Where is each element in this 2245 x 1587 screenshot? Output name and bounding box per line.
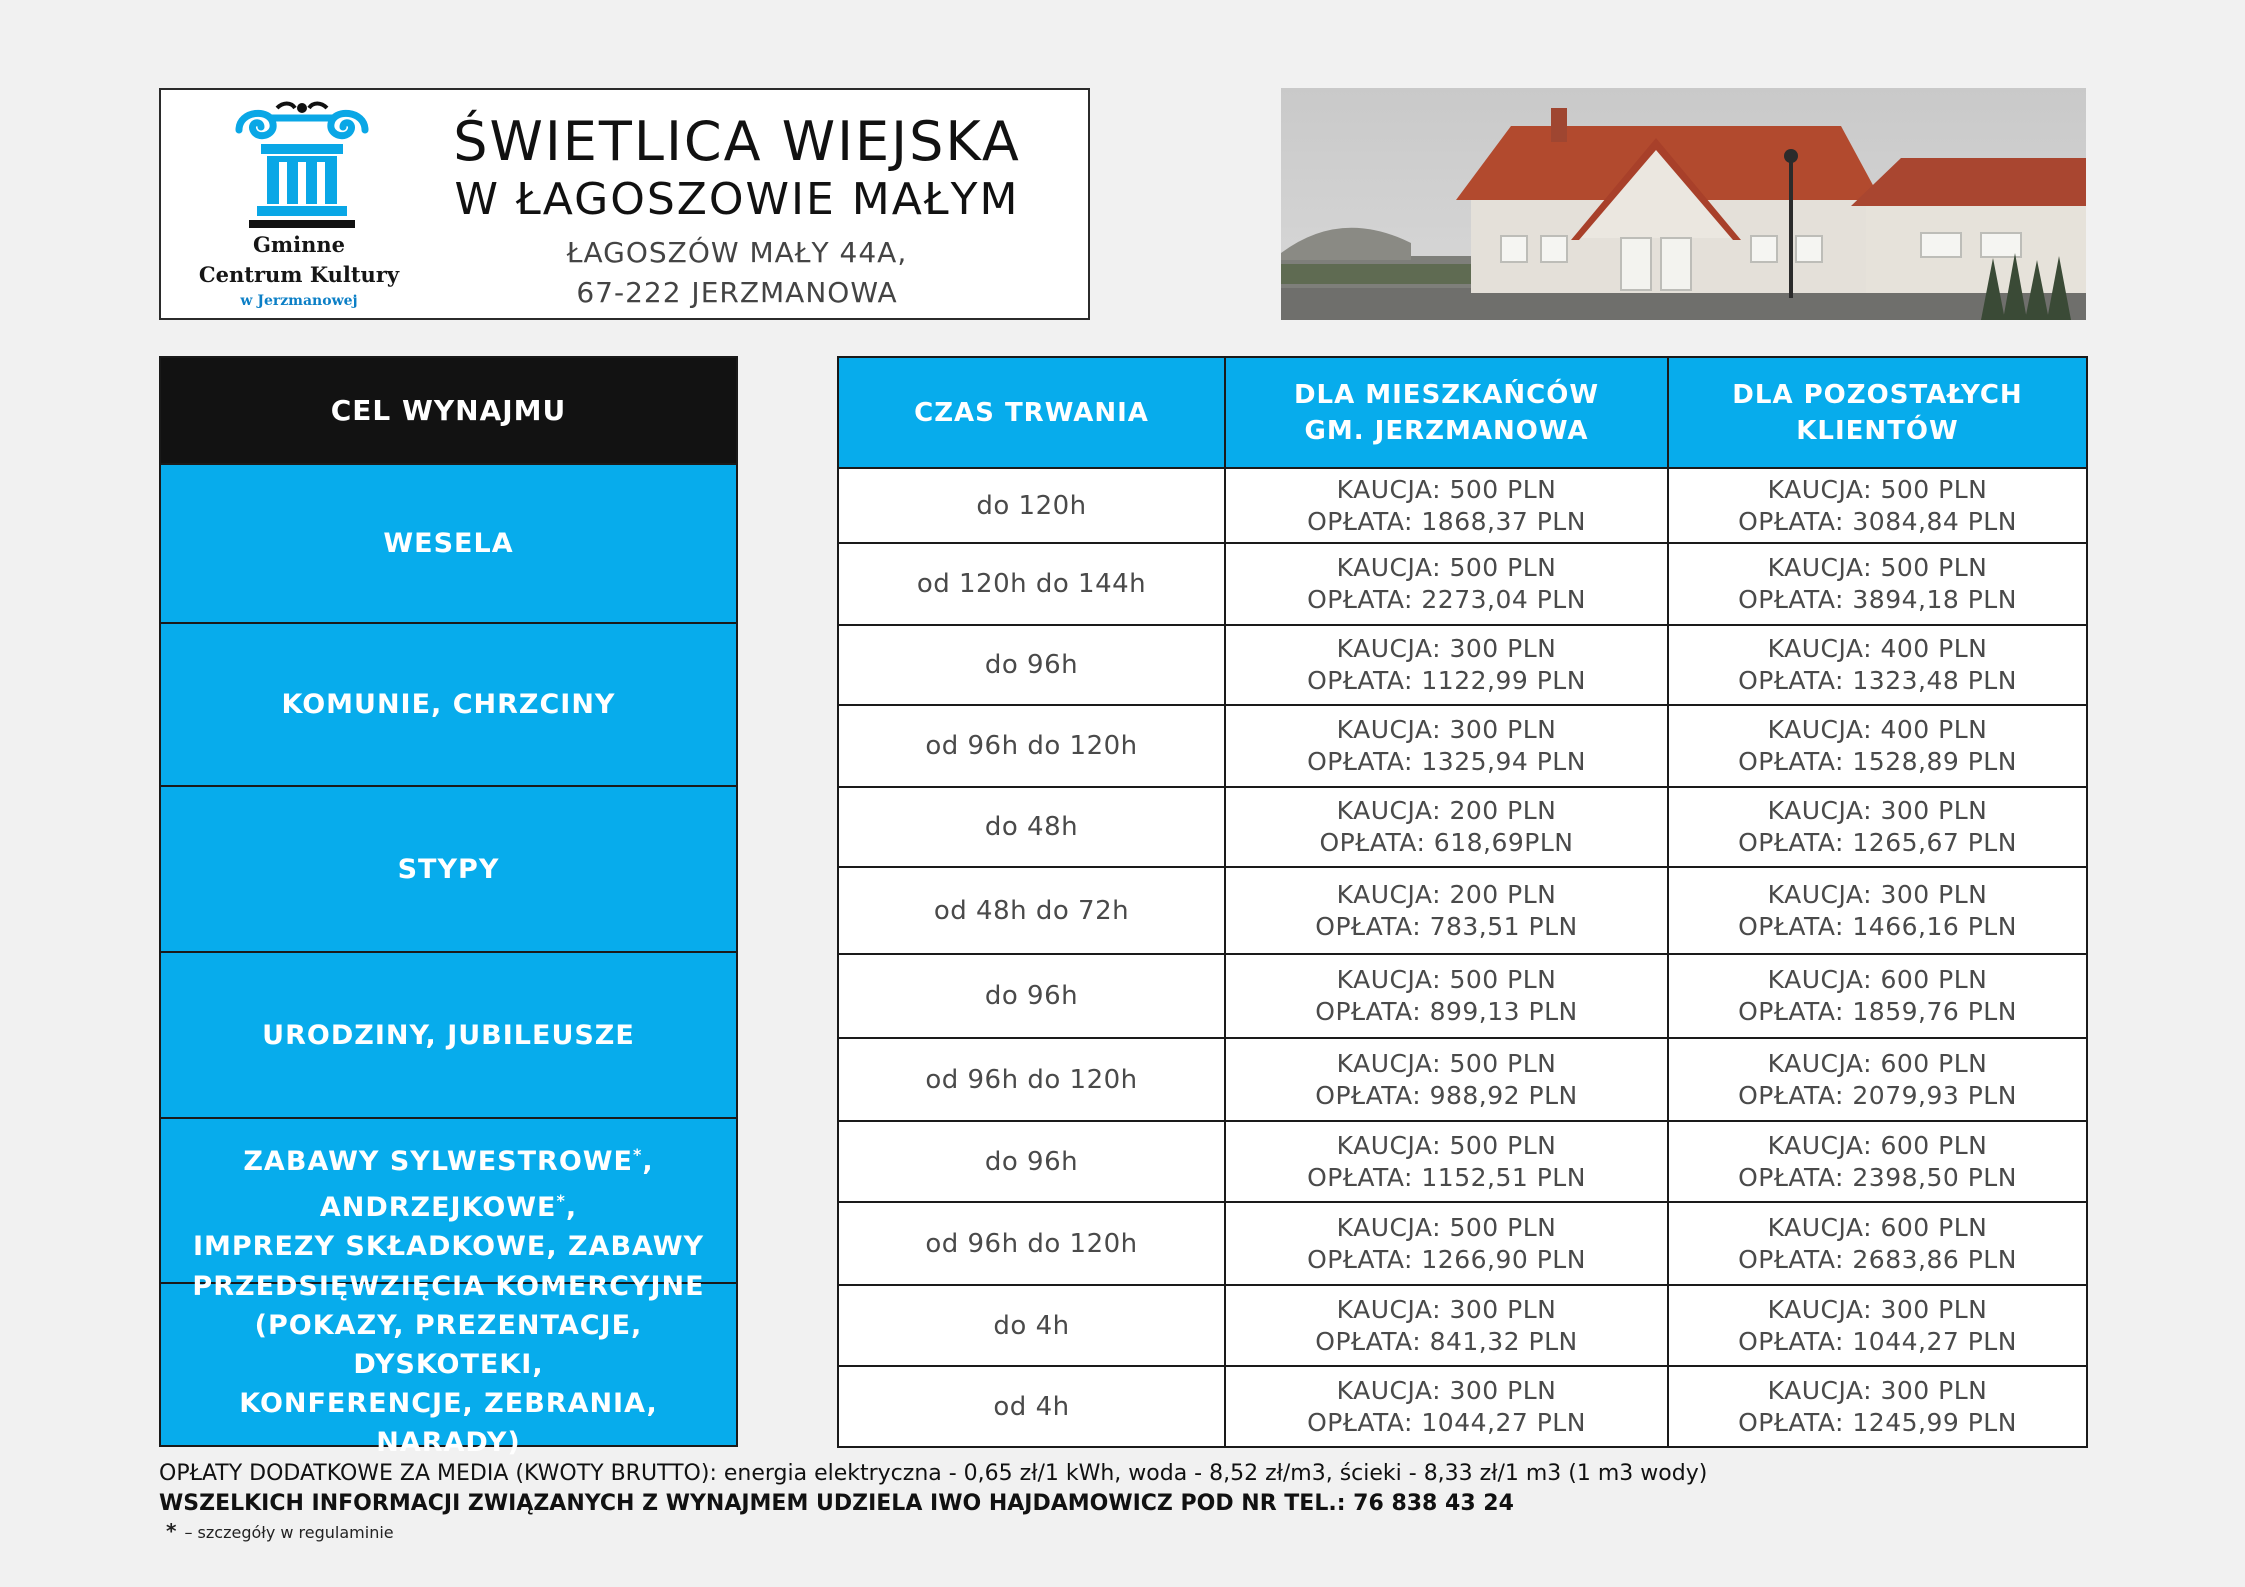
others-price-cell — [1668, 468, 2087, 543]
fee-text: OPŁATA: 2079,93 PLN — [1738, 1080, 2017, 1110]
deposit-text: KAUCJA: 300 PLN — [1336, 634, 1557, 663]
footnote-text: – szczegóły w regulaminie — [184, 1523, 394, 1542]
fee-text: OPŁATA: 1044,27 PLN — [1738, 1326, 2017, 1356]
separator: , — [565, 1192, 578, 1223]
deposit-text: KAUCJA: 200 PLN — [1336, 879, 1557, 909]
fee-text: OPŁATA: 1859,76 PLN — [1738, 997, 2017, 1026]
deposit-text: KAUCJA: 300 PLN — [1767, 879, 1988, 909]
deposit-text: KAUCJA: 500 PLN — [1336, 474, 1557, 504]
fee-text: OPŁATA: 1152,51 PLN — [1307, 1162, 1586, 1192]
media-fees-note: OPŁATY DODATKOWE ZA MEDIA (KWOTY BRUTTO): energia elektryczna - 0,65 zł/1 kWh, woda - 8,52 zł/m3, ścieki - 8,33 zł/1 m3 (1 m3 wody) — [159, 1461, 1708, 1486]
deposit-text: KAUCJA: 500 PLN — [1767, 553, 1988, 582]
fee-text: OPŁATA: 3084,84 PLN — [1738, 506, 2017, 536]
deposit-text: KAUCJA: 600 PLN — [1767, 1130, 1988, 1160]
fee-text: OPŁATA: 2398,50 PLN — [1738, 1162, 2017, 1192]
rental-purpose-column — [159, 356, 738, 1458]
deposit-text: KAUCJA: 500 PLN — [1336, 965, 1557, 994]
pricing-row — [838, 543, 2087, 625]
purpose-label: (POKAZY, PREZENTACJE, DYSKOTEKI, — [254, 1310, 643, 1380]
pricing-table — [837, 356, 2088, 1448]
logo-line-1: Gminne — [252, 232, 346, 257]
fee-text: OPŁATA: 3894,18 PLN — [1738, 585, 2017, 614]
pricing-row — [838, 1038, 2087, 1121]
deposit-text: KAUCJA: 300 PLN — [1336, 1375, 1557, 1405]
purpose-label: URODZINY, JUBILEUSZE — [262, 1019, 635, 1051]
purpose-label: KOMUNIE, CHRZCINY — [281, 689, 616, 720]
fee-text: OPŁATA: 2273,04 PLN — [1307, 585, 1586, 614]
purpose-parties — [159, 1119, 738, 1284]
fee-text: OPŁATA: 2683,86 PLN — [1738, 1244, 2017, 1274]
residents-price-cell — [1225, 468, 1668, 543]
deposit-text: KAUCJA: 500 PLN — [1336, 1048, 1557, 1078]
duration-cell: do 96h — [838, 954, 1225, 1038]
deposit-text: KAUCJA: 500 PLN — [1767, 474, 1988, 504]
others-price-cell — [1668, 1202, 2087, 1285]
separator: , — [642, 1146, 654, 1177]
fee-text: OPŁATA: 1868,37 PLN — [1307, 506, 1586, 536]
others-price-cell — [1668, 1285, 2087, 1366]
pricing-row — [838, 954, 2087, 1038]
pricing-row — [838, 1121, 2087, 1202]
col-header-text: KLIENTÓW — [1796, 415, 1959, 446]
duration-cell: do 48h — [838, 787, 1225, 867]
duration-cell: od 4h — [838, 1366, 1225, 1447]
purpose-label: STYPY — [397, 853, 500, 885]
purpose-communions — [159, 624, 738, 787]
fee-text: OPŁATA: 1265,67 PLN — [1738, 828, 2017, 857]
page-title: ŚWIETLICA WIEJSKA — [453, 110, 1021, 173]
fee-text: OPŁATA: 899,13 PLN — [1315, 997, 1578, 1026]
others-price-cell — [1668, 543, 2087, 625]
community-hall-building-photo — [1281, 88, 2086, 320]
deposit-text: KAUCJA: 300 PLN — [1336, 1294, 1557, 1324]
fee-text: OPŁATA: 1245,99 PLN — [1738, 1407, 2017, 1437]
fee-text: OPŁATA: 1323,48 PLN — [1738, 666, 2017, 695]
residents-price-cell — [1225, 1121, 1668, 1202]
fee-text: OPŁATA: 988,92 PLN — [1315, 1080, 1578, 1110]
header-banner — [159, 88, 1090, 320]
duration-cell: od 96h do 120h — [838, 1038, 1225, 1121]
deposit-text: KAUCJA: 300 PLN — [1767, 1294, 1988, 1324]
residents-price-cell — [1225, 1285, 1668, 1366]
others-price-cell — [1668, 787, 2087, 867]
pricing-row — [838, 1202, 2087, 1285]
deposit-text: KAUCJA: 500 PLN — [1336, 553, 1557, 582]
fee-text: OPŁATA: 783,51 PLN — [1315, 911, 1578, 941]
duration-cell: do 96h — [838, 625, 1225, 705]
footnote-mark: * — [556, 1191, 566, 1210]
residents-price-cell — [1225, 705, 1668, 787]
fee-text: OPŁATA: 1044,27 PLN — [1307, 1407, 1586, 1437]
purpose-label: ZABAWY SYLWESTROWE — [243, 1146, 633, 1177]
pricing-row — [838, 1285, 2087, 1366]
residents-price-cell — [1225, 867, 1668, 954]
col-header-text: GM. JERZMANOWA — [1304, 415, 1589, 446]
residents-price-cell — [1225, 1038, 1668, 1121]
duration-cell: do 96h — [838, 1121, 1225, 1202]
pricing-row — [838, 468, 2087, 543]
residents-price-cell — [1225, 954, 1668, 1038]
duration-cell: od 96h do 120h — [838, 705, 1225, 787]
ionic-column-logo-icon — [231, 100, 373, 234]
pricing-row — [838, 1366, 2087, 1447]
fee-text: OPŁATA: 1466,16 PLN — [1738, 911, 2017, 941]
fee-text: OPŁATA: 1325,94 PLN — [1307, 747, 1586, 776]
fee-text: OPŁATA: 618,69PLN — [1319, 828, 1574, 857]
purpose-label: IMPREZY SKŁADKOWE, ZABAWY — [192, 1231, 705, 1262]
duration-cell: do 4h — [838, 1285, 1225, 1366]
page-subtitle: W ŁAGOSZOWIE MAŁYM — [454, 174, 1020, 225]
purpose-label: KONFERENCJE, ZEBRANIA, NARADY) — [239, 1388, 658, 1458]
deposit-text: KAUCJA: 600 PLN — [1767, 1212, 1988, 1242]
others-price-cell — [1668, 705, 2087, 787]
col-header-text: DLA MIESZKAŃCÓW — [1293, 379, 1600, 410]
deposit-text: KAUCJA: 500 PLN — [1336, 1130, 1557, 1160]
deposit-text: KAUCJA: 500 PLN — [1336, 1212, 1557, 1242]
deposit-text: KAUCJA: 600 PLN — [1767, 965, 1988, 994]
deposit-text: KAUCJA: 200 PLN — [1336, 796, 1557, 825]
pricing-row — [838, 867, 2087, 954]
footnote — [166, 1519, 394, 1543]
pricing-row — [838, 625, 2087, 705]
contact-note: WSZELKICH INFORMACJI ZWIĄZANYCH Z WYNAJMEM UDZIELA IWO HAJDAMOWICZ POD NR TEL.: 76 838 43 24 — [159, 1491, 1514, 1516]
deposit-text: KAUCJA: 400 PLN — [1767, 715, 1988, 744]
deposit-text: KAUCJA: 400 PLN — [1767, 634, 1988, 663]
logo-line-2: Centrum Kultury — [198, 262, 400, 287]
fee-text: OPŁATA: 1528,89 PLN — [1738, 747, 2017, 776]
pricing-row — [838, 705, 2087, 787]
others-price-cell — [1668, 1366, 2087, 1447]
col-header-text: DLA POZOSTAŁYCH — [1732, 379, 2023, 410]
fee-text: OPŁATA: 1266,90 PLN — [1307, 1244, 1586, 1274]
purpose-column-header: CEL WYNAJMU — [159, 356, 738, 465]
purpose-wakes — [159, 787, 738, 953]
logo-line-3: w Jerzmanowej — [240, 293, 358, 309]
purpose-birthdays — [159, 953, 738, 1119]
purpose-label: ANDRZEJKOWE — [319, 1192, 557, 1223]
fee-text: OPŁATA: 841,32 PLN — [1315, 1326, 1578, 1356]
deposit-text: KAUCJA: 300 PLN — [1767, 796, 1988, 825]
purpose-commercial — [159, 1271, 738, 1458]
purpose-label: PRZEDSIĘWZIĘCIA KOMERCYJNE — [192, 1271, 705, 1302]
residents-price-cell — [1225, 787, 1668, 867]
pricing-row — [838, 787, 2087, 867]
residents-price-cell — [1225, 543, 1668, 625]
col-header-duration: CZAS TRWANIA — [838, 357, 1225, 468]
address-line-2: 67-222 JERZMANOWA — [576, 276, 898, 309]
others-price-cell — [1668, 625, 2087, 705]
pricing-header-row — [838, 357, 2087, 468]
footnote-mark: * — [166, 1519, 177, 1543]
duration-cell: od 48h do 72h — [838, 867, 1225, 954]
deposit-text: KAUCJA: 600 PLN — [1767, 1048, 1988, 1078]
residents-price-cell — [1225, 1202, 1668, 1285]
residents-price-cell — [1225, 625, 1668, 705]
others-price-cell — [1668, 1121, 2087, 1202]
purpose-weddings — [159, 465, 738, 624]
duration-cell: od 120h do 144h — [838, 543, 1225, 625]
residents-price-cell — [1225, 1366, 1668, 1447]
col-header-others — [1668, 357, 2087, 468]
col-header-residents — [1225, 357, 1668, 468]
duration-cell: od 96h do 120h — [838, 1202, 1225, 1285]
fee-text: OPŁATA: 1122,99 PLN — [1307, 666, 1586, 695]
others-price-cell — [1668, 954, 2087, 1038]
deposit-text: KAUCJA: 300 PLN — [1767, 1375, 1988, 1405]
logo-text — [189, 230, 409, 312]
footnote-mark: * — [633, 1145, 643, 1164]
address-line-1: ŁAGOSZÓW MAŁY 44A, — [566, 236, 908, 269]
deposit-text: KAUCJA: 300 PLN — [1336, 715, 1557, 744]
others-price-cell — [1668, 1038, 2087, 1121]
duration-cell: do 120h — [838, 468, 1225, 543]
others-price-cell — [1668, 867, 2087, 954]
purpose-label: WESELA — [383, 528, 514, 559]
